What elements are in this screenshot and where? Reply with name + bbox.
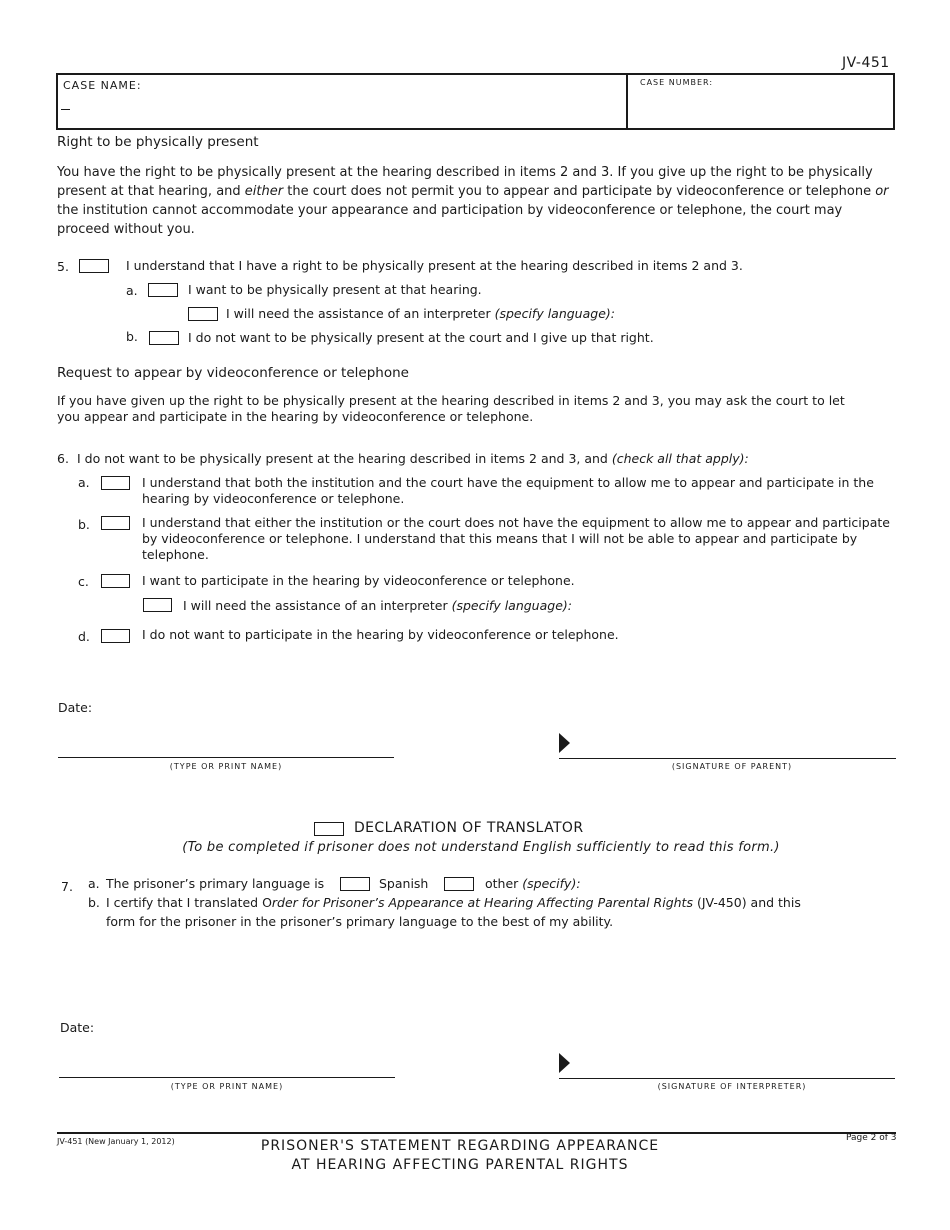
item-5b-checkbox[interactable] (149, 331, 179, 345)
parent-signature-line[interactable] (559, 758, 896, 759)
section-title-physical: Right to be physically present (57, 134, 259, 150)
case-number-label: CASE NUMBER: (640, 78, 714, 87)
item-5-number: 5. (57, 259, 69, 274)
item-6-number: 6. (57, 451, 69, 466)
translator-checkbox[interactable] (314, 822, 344, 836)
item-7-number: 7. (61, 879, 73, 894)
case-header (56, 73, 895, 130)
interpreter-name-line[interactable] (59, 1077, 395, 1078)
item-6-interpreter-text: I will need the assistance of an interpreter (specify language): (183, 598, 572, 613)
item-5b-text: I do not want to be physically present at the court and I give up that right. (188, 330, 654, 345)
case-name-field[interactable] (61, 109, 70, 110)
parent-signature-caption: (SIGNATURE OF PARENT) (671, 762, 793, 771)
footer-rule (57, 1132, 896, 1134)
case-name-label: CASE NAME: (63, 79, 142, 92)
footer-revision: JV-451 (New January 1, 2012) (57, 1137, 175, 1146)
physical-intro: You have the right to be physically present at the hearing described in items 2 and 3. If you give up the right to be physically present at that hearing, and either the court does not permit you to appear and participate by videoconference or telephone or the institution cannot accommodate your appearance and participation by videoconference or telephone, the court may proceed without you. (57, 165, 889, 237)
other-language-label: other (specify): (485, 876, 581, 891)
footer-title-line1: PRISONER'S STATEMENT REGARDING APPEARANCE (260, 1138, 660, 1154)
item-6b-text: I understand that either the institution or the court does not have the equipment to allow me to appear and participate by videoconference or telephone. I understand that this means that I will not be able to appear and participate by telephone. (142, 515, 890, 562)
item-5-text: I understand that I have a right to be physically present at the hearing described in items 2 and 3. (126, 258, 743, 273)
item-7a-text: The prisoner’s primary language is (106, 876, 325, 891)
parent-name-caption: (TYPE OR PRINT NAME) (169, 762, 283, 771)
item-6-interpreter-checkbox[interactable] (143, 598, 172, 612)
item-6b-label: b. (78, 517, 90, 532)
item-5-checkbox[interactable] (79, 259, 109, 273)
interpreter-name-caption: (TYPE OR PRINT NAME) (170, 1082, 284, 1091)
item-5-interpreter-checkbox[interactable] (188, 307, 218, 321)
parent-signature-arrow-icon (559, 733, 570, 753)
section-title-video: Request to appear by videoconference or telephone (57, 365, 409, 381)
item-5a-label: a. (126, 283, 138, 298)
item-6d-text: I do not want to participate in the hearing by videoconference or telephone. (142, 627, 619, 642)
item-6-text: I do not want to be physically present at the hearing described in items 2 and 3, and (check all that apply): (77, 451, 749, 466)
interpreter-signature-arrow-icon (559, 1053, 570, 1073)
other-language-checkbox[interactable] (444, 877, 474, 891)
translator-subtitle: (To be completed if prisoner does not understand English sufficiently to read this form.) (182, 840, 780, 855)
interpreter-signature-caption: (SIGNATURE OF INTERPRETER) (657, 1082, 807, 1091)
parent-date-label: Date: (58, 700, 93, 715)
item-6c-text: I want to participate in the hearing by videoconference or telephone. (142, 573, 575, 588)
item-6c-checkbox[interactable] (101, 574, 130, 588)
interpreter-date-label: Date: (60, 1020, 95, 1035)
item-6a-checkbox[interactable] (101, 476, 130, 490)
footer-title-line2: AT HEARING AFFECTING PARENTAL RIGHTS (291, 1157, 629, 1173)
item-6a-label: a. (78, 475, 90, 490)
item-7b-text: I certify that I translated Order for Prisoner’s Appearance at Hearing Affecting Parental Rights (JV-450) and this (106, 895, 801, 910)
item-5b-label: b. (126, 329, 138, 344)
item-6b-checkbox[interactable] (101, 516, 130, 530)
footer-page: Page 2 of 3 (846, 1133, 897, 1143)
item-5a-text: I want to be physically present at that hearing. (188, 282, 482, 297)
parent-name-line[interactable] (58, 757, 394, 758)
item-6a-text: I understand that both the institution and the court have the equipment to allow me to appear and participate in the hearing by videoconference or telephone. (142, 475, 874, 506)
spanish-checkbox[interactable] (340, 877, 370, 891)
header-divider (626, 75, 628, 128)
form-id: JV-451 (842, 55, 890, 71)
translator-title: DECLARATION OF TRANSLATOR (354, 820, 584, 836)
item-6d-checkbox[interactable] (101, 629, 130, 643)
item-7a-label: a. (88, 876, 100, 891)
interpreter-signature-line[interactable] (559, 1078, 895, 1079)
item-7b-label: b. (88, 895, 100, 910)
item-6c-label: c. (78, 574, 89, 589)
item-6d-label: d. (78, 629, 90, 644)
item-5a-checkbox[interactable] (148, 283, 178, 297)
spanish-label: Spanish (379, 876, 429, 891)
item-7b-text-line2: form for the prisoner in the prisoner’s primary language to the best of my ability. (106, 914, 614, 929)
item-5-interpreter-text: I will need the assistance of an interpreter (specify language): (226, 306, 615, 321)
video-intro: If you have given up the right to be physically present at the hearing described in items 2 and 3, you may ask the court to let you appear and participate in the hearing by videoconference or telephone. (57, 393, 845, 424)
